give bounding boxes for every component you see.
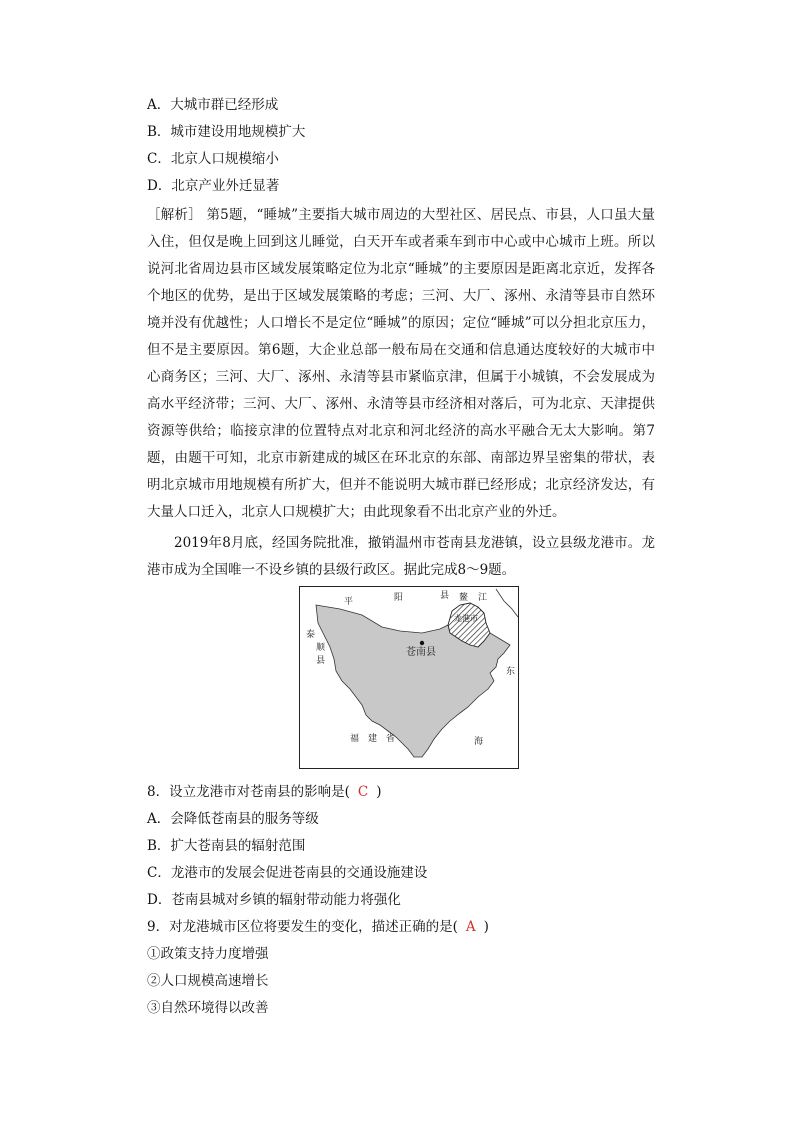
q9-option-2: ②人口规模高速增长 (147, 973, 269, 989)
analysis-text: ［解析］ 第5题，“睡城”主要指大城市周边的大型社区、居民点、市县，人口虽大量入住，但仅是晚上回到这儿睡觉，白天开车或者乘车到市中心或中心城市上班。所以说河北省周边县市区域发展策略定位为北京“睡城”的主要原因是距离北京近，发挥各个地区的优势，是出于区域发展策略的考虑；三河、大厂、涿州、永清等县市自然环境并没有优越性；人口增长不是定位“睡城”的原因；定位“睡城”可以分担北京压力，但不是主要原因。第6题，大企业总部一般布局在交通和信息通达度较好的大城市中心商务区；三河、大厂、涿州、永清等县市紧临京津，但属于小城镇，不会发展成为高水平经济带；三河、大厂、涿州、永清等县市经济相对落后，可为北京、天津提供资源等供给；临接京津的位置特点对北京和河北经济的高水平融合无太大影响。第7题，由题干可知，北京市新建成的城区在环北京的东部、南部边界呈密集的带状，表明北京城市用地规模有所扩大，但并不能说明大城市群已经形成；北京经济发达，有大量人口迁入，北京人口规模扩大；由此现象看不出北京产业的外迁。 (147, 207, 655, 520)
q8-option-d: D．苍南县城对乡镇的辐射带动能力将强化 (147, 892, 401, 908)
label-xian: 县 (440, 591, 450, 601)
coastline (496, 589, 518, 617)
label-taishun-xian: 县 (316, 656, 326, 666)
label-shun: 顺 (316, 643, 326, 653)
label-hai: 海 (474, 737, 484, 747)
q8-option-c: C．龙港市的发展会促进苍南县的交通设施建设 (147, 865, 428, 881)
q9-stem-after: ) (483, 919, 489, 935)
q7-option-c: C．北京人口规模缩小 (147, 151, 279, 167)
q7-option-d: D．北京产业外迁显著 (147, 178, 280, 194)
label-yang: 阳 (394, 593, 404, 603)
label-cangnan: 苍南县 (406, 647, 436, 658)
label-jiang: 江 (478, 593, 488, 603)
label-tai: 泰 (306, 630, 316, 640)
label-fujian: 福 建 省 (350, 734, 396, 744)
cangnan-seat-marker (420, 641, 424, 645)
map-figure (299, 586, 519, 769)
q7-option-b: B．城市建设用地规模扩大 (147, 124, 306, 140)
q8-option-a: A．会降低苍南县的服务等级 (147, 811, 319, 827)
label-ping: 平 (344, 597, 354, 607)
q8-option-b: B．扩大苍南县的辐射范围 (147, 838, 306, 854)
q8-stem-after: ) (376, 784, 382, 800)
q9-stem-before: 9．对龙港城市区位将要发生的变化，描述正确的是( (147, 919, 458, 935)
q7-option-a: A．大城市群已经形成 (147, 97, 279, 113)
label-longgang: 龙港市 (454, 614, 478, 623)
q8-stem (147, 783, 381, 801)
q9-stem (147, 918, 489, 936)
q8-stem-before: 8．设立龙港市对苍南县的影响是( (147, 784, 350, 800)
q9-option-1: ①政策支持力度增强 (147, 946, 269, 962)
label-dong: 东 (506, 667, 516, 677)
map-svg (300, 587, 520, 770)
analysis-paragraph (147, 202, 655, 526)
intro-paragraph (147, 530, 655, 584)
label-ao: 鳌 (459, 593, 469, 603)
q9-option-3: ③自然环境得以改善 (147, 1000, 269, 1016)
q9-answer: A (465, 919, 476, 935)
intro-text: 2019年8月底，经国务院批准，撤销温州市苍南县龙港镇，设立县级龙港市。龙港市成为全国唯一不设乡镇的县级行政区。据此完成8～9题。 (147, 535, 655, 578)
q8-answer: C (357, 784, 369, 800)
